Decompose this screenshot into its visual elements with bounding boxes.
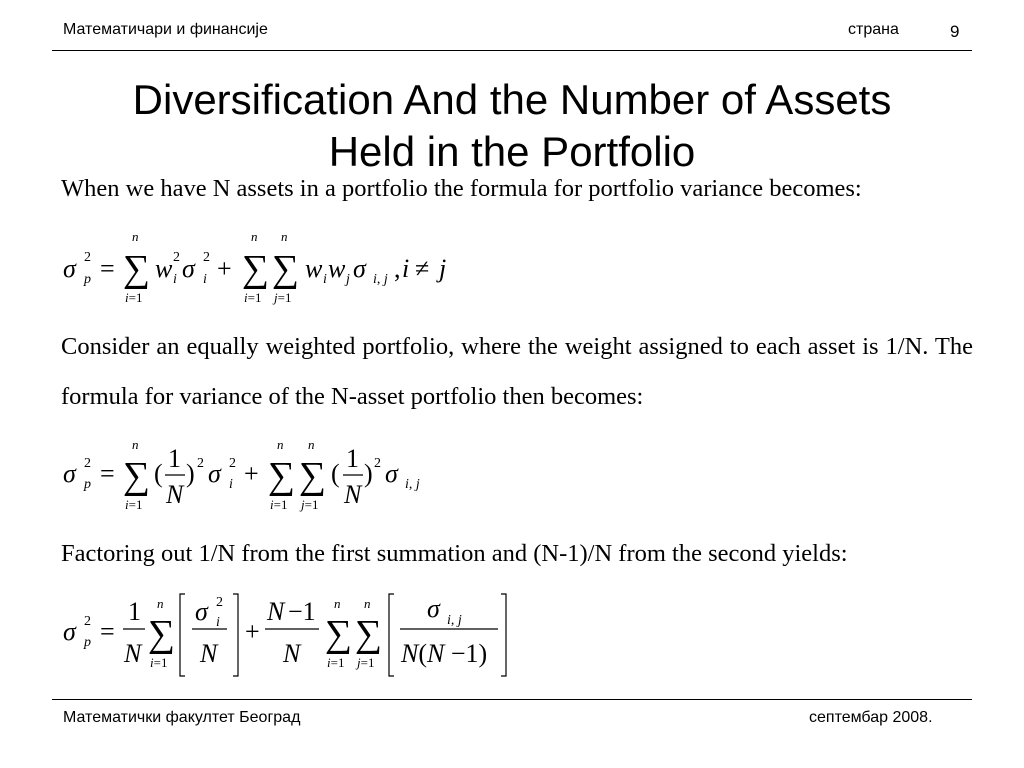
svg-text:N: N — [124, 639, 142, 668]
svg-text:∑: ∑ — [123, 248, 151, 290]
svg-text:n: n — [281, 229, 288, 244]
svg-text:i=1: i=1 — [244, 290, 262, 305]
equal-weight-text: Consider an equally weighted portfolio, where the weight assigned to each asset is 1/N. The formula for variance of the N-asset portfolio then becomes: — [61, 333, 973, 410]
svg-text:j=1: j=1 — [301, 497, 319, 512]
svg-text:N: N — [283, 639, 301, 668]
svg-text:2: 2 — [173, 250, 180, 265]
svg-text:i: i — [229, 477, 233, 492]
svg-text:σ: σ — [208, 459, 221, 488]
svg-text:∑: ∑ — [242, 248, 270, 290]
svg-text:n: n — [364, 596, 371, 611]
equation-equal-weight-variance — [55, 437, 505, 517]
svg-text:=: = — [100, 617, 115, 646]
svg-text:2: 2 — [229, 456, 236, 471]
svg-text:+: + — [244, 459, 259, 488]
svg-text:2: 2 — [84, 614, 91, 629]
svg-text:i: i — [203, 272, 207, 287]
svg-text:σ: σ — [63, 459, 76, 488]
svg-text:i, j: i, j — [447, 613, 462, 628]
slide-title-line-1: Diversification And the Number of Assets — [132, 76, 892, 123]
svg-text:n: n — [334, 596, 341, 611]
svg-text:w: w — [328, 254, 346, 283]
svg-text:,: , — [394, 254, 401, 283]
svg-text:=: = — [100, 459, 115, 488]
svg-text:i=1: i=1 — [327, 655, 345, 670]
svg-text:2: 2 — [197, 456, 204, 471]
svg-text:p: p — [84, 272, 91, 287]
svg-text:1: 1 — [346, 444, 359, 473]
svg-text:2: 2 — [84, 250, 91, 265]
svg-text:=: = — [100, 254, 115, 283]
svg-text:i: i — [402, 254, 410, 283]
svg-text:w: w — [305, 254, 323, 283]
svg-text:i=1: i=1 — [125, 290, 143, 305]
svg-text:i, j: i, j — [405, 477, 420, 492]
svg-text:2: 2 — [374, 456, 381, 471]
svg-text:j=1: j=1 — [357, 655, 375, 670]
factoring-text: Factoring out 1/N from the first summation and (N-1)/N from the second yields: — [61, 540, 848, 567]
header-page-number: 9 — [950, 22, 960, 41]
svg-text:∑: ∑ — [268, 455, 296, 497]
equation-portfolio-variance — [55, 225, 505, 310]
svg-text:∑: ∑ — [299, 455, 327, 497]
svg-text:1: 1 — [168, 444, 181, 473]
svg-text:(: ( — [331, 459, 340, 488]
svg-text:σ: σ — [385, 459, 398, 488]
svg-text:+: + — [217, 254, 232, 283]
svg-text:i=1: i=1 — [150, 655, 168, 670]
svg-text:2: 2 — [203, 250, 210, 265]
svg-text:j: j — [439, 254, 447, 283]
svg-text:i=1: i=1 — [270, 497, 288, 512]
svg-text:i: i — [216, 615, 220, 630]
svg-text:n: n — [132, 437, 139, 452]
svg-text:2: 2 — [84, 456, 91, 471]
svg-text:n: n — [308, 437, 315, 452]
svg-text:i: i — [323, 272, 327, 287]
svg-text:n: n — [251, 229, 258, 244]
svg-text:N: N — [166, 480, 184, 509]
svg-text:σ: σ — [195, 597, 208, 626]
svg-text:−1: −1 — [288, 597, 316, 626]
svg-text:∑: ∑ — [272, 248, 300, 290]
svg-text:(: ( — [154, 459, 163, 488]
footer-institution: Математички факултет Београд — [63, 709, 301, 726]
svg-text:p: p — [84, 477, 91, 492]
header-page-label: страна — [848, 21, 899, 38]
svg-text:∑: ∑ — [123, 455, 151, 497]
svg-text:): ) — [364, 459, 373, 488]
svg-text:σ: σ — [427, 594, 440, 623]
svg-text:i: i — [173, 272, 177, 287]
svg-text:σ: σ — [63, 617, 76, 646]
header-course-title: Математичари и финансије — [63, 21, 268, 38]
svg-text:j=1: j=1 — [274, 290, 292, 305]
intro-text: When we have N assets in a portfolio the formula for portfolio variance becomes: — [61, 175, 862, 202]
svg-text:σ: σ — [63, 254, 76, 283]
svg-text:N: N — [344, 480, 362, 509]
footer-date: септембар 2008. — [809, 709, 933, 726]
header-rule — [52, 50, 972, 51]
footer-rule — [52, 699, 972, 700]
svg-text:w: w — [155, 254, 173, 283]
svg-text:p: p — [84, 635, 91, 650]
svg-text:j: j — [346, 272, 350, 287]
slide-title-line-2: Held in the Portfolio — [328, 128, 696, 175]
svg-text:+: + — [245, 617, 260, 646]
svg-text:∑: ∑ — [355, 613, 383, 655]
svg-text:N(N −1): N(N −1) — [401, 639, 488, 668]
svg-text:n: n — [277, 437, 284, 452]
svg-text:n: n — [157, 596, 164, 611]
svg-text:≠: ≠ — [415, 254, 430, 283]
svg-text:∑: ∑ — [325, 613, 353, 655]
svg-text:N: N — [267, 597, 285, 626]
svg-text:σ: σ — [353, 254, 366, 283]
equation-factored-variance — [55, 590, 525, 685]
svg-text:n: n — [132, 229, 139, 244]
svg-text:i=1: i=1 — [125, 497, 143, 512]
svg-text:i, j: i, j — [373, 272, 388, 287]
svg-text:2: 2 — [216, 595, 223, 610]
svg-text:N: N — [200, 639, 218, 668]
svg-text:): ) — [186, 459, 195, 488]
svg-text:σ: σ — [182, 254, 195, 283]
svg-text:1: 1 — [128, 597, 141, 626]
svg-text:∑: ∑ — [148, 613, 176, 655]
